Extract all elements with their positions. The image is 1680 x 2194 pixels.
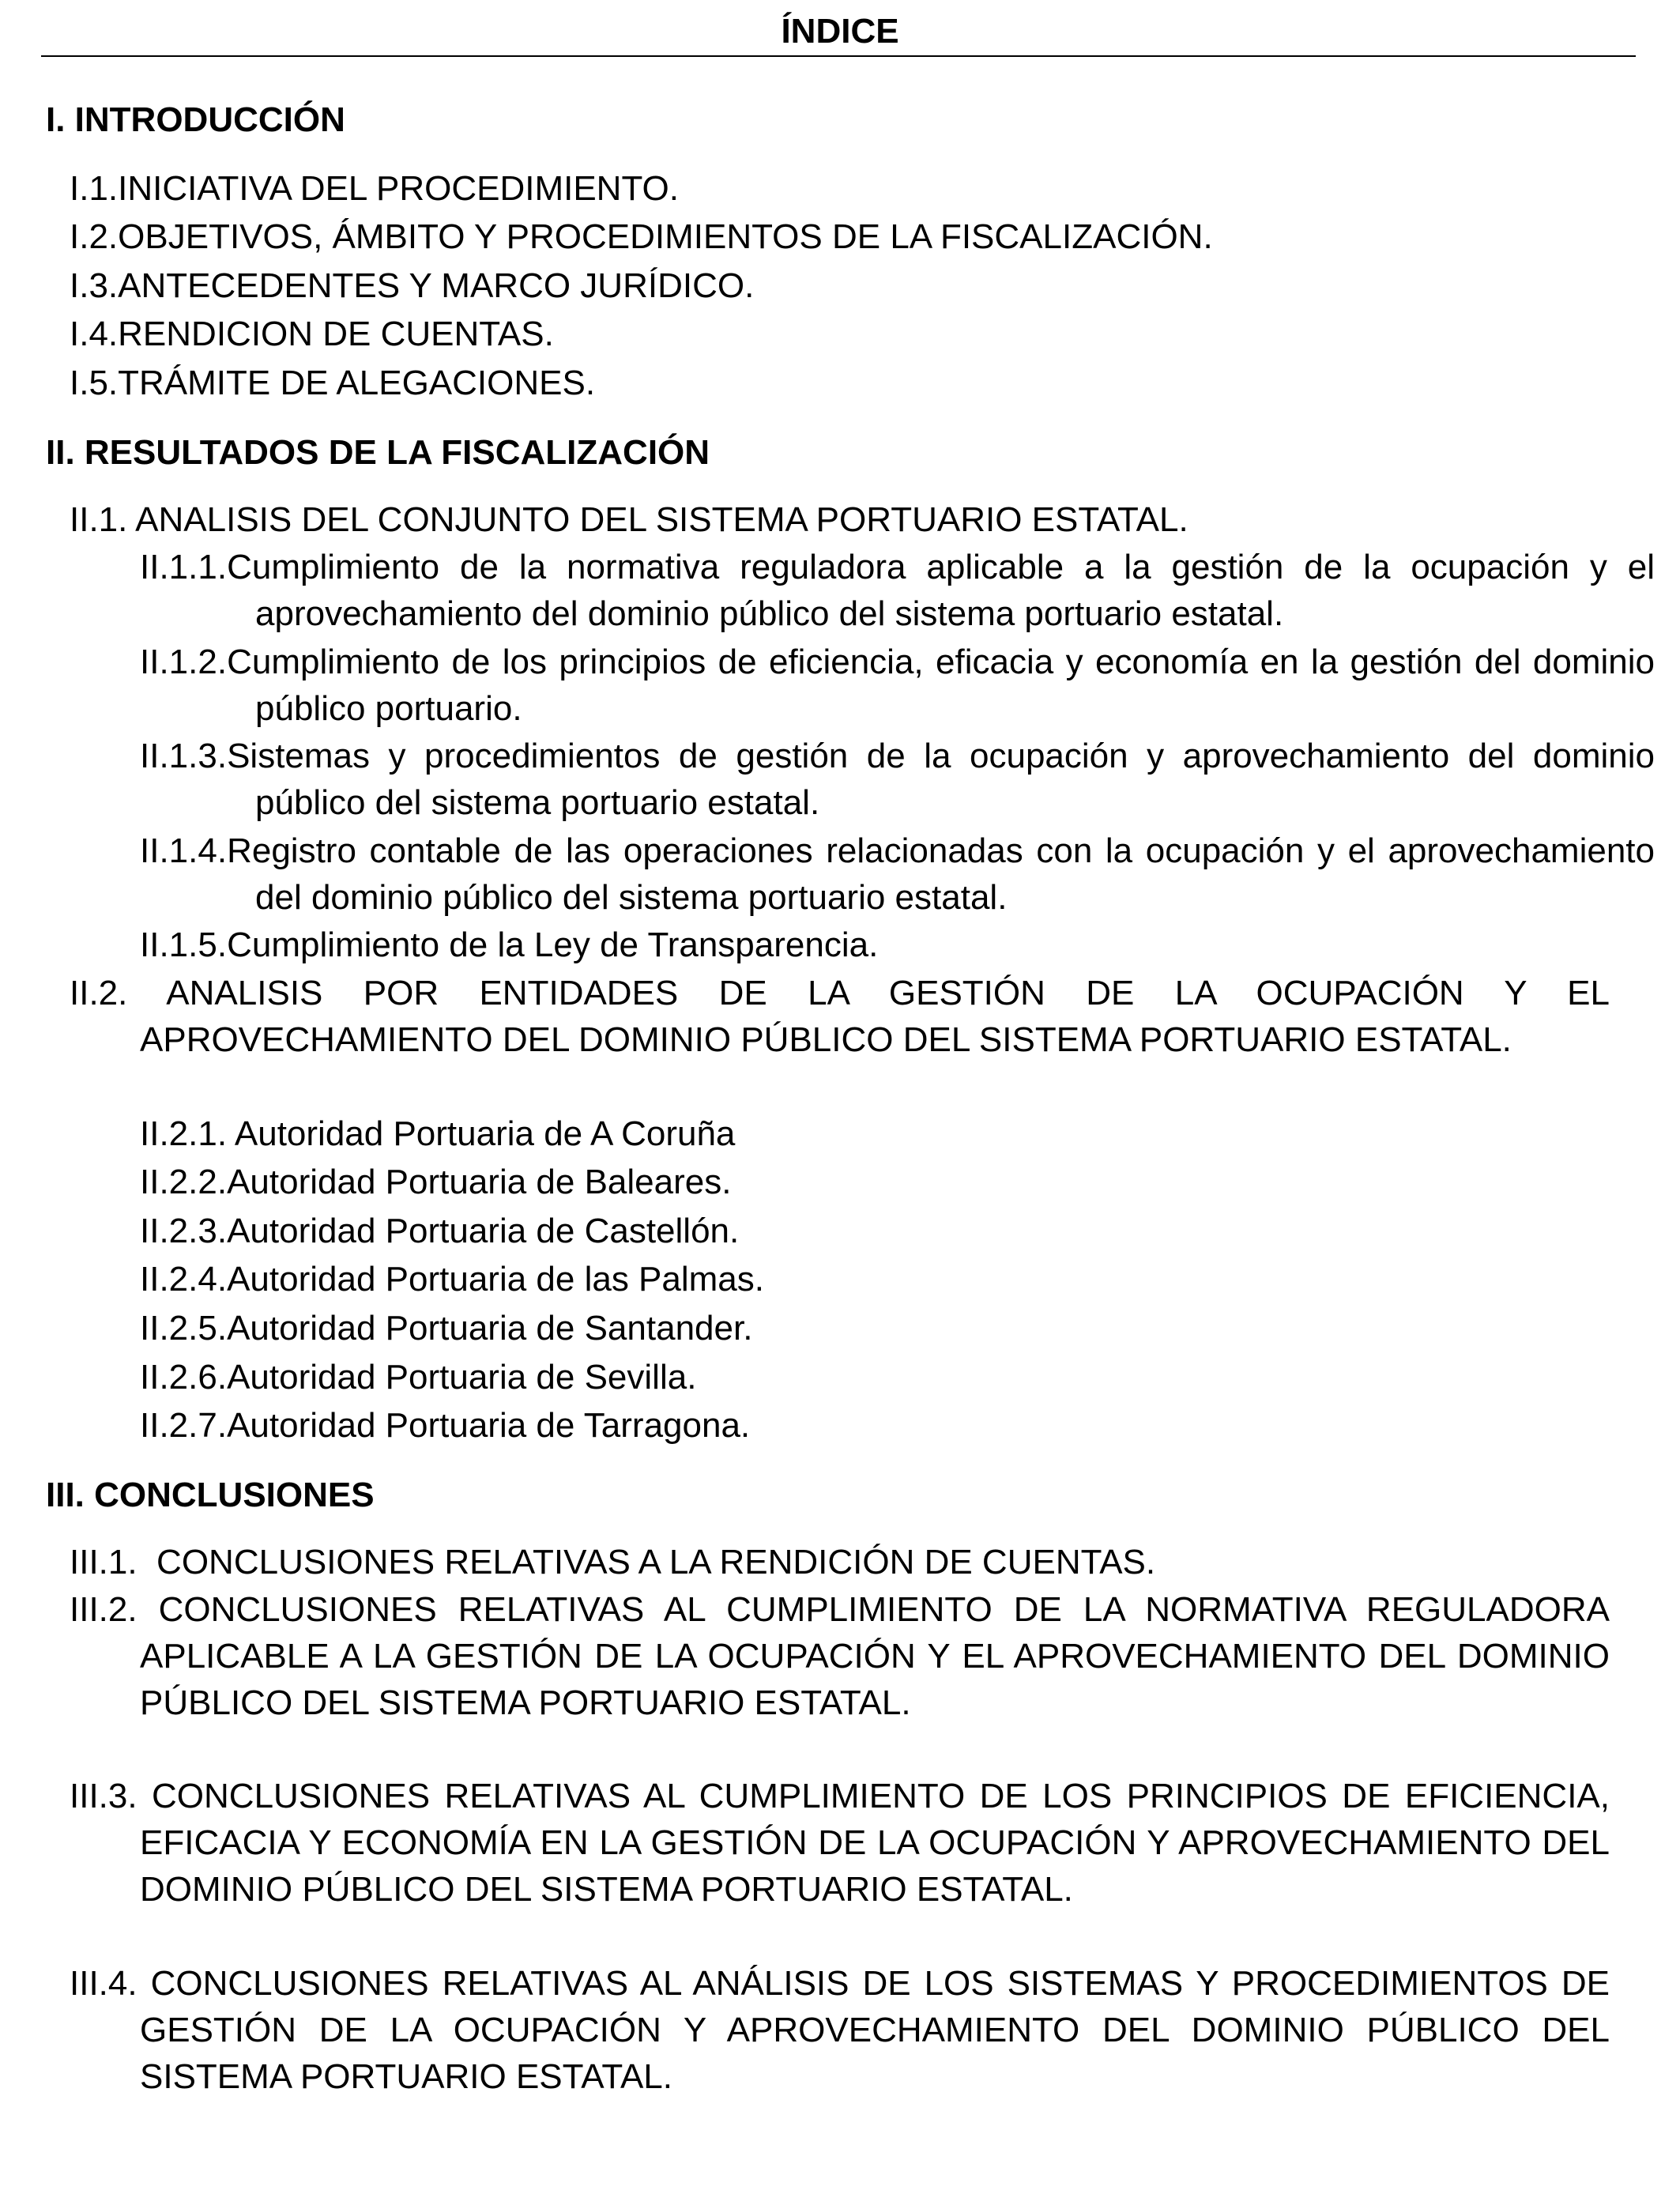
toc-entry-ii-2-5[interactable] (140, 1305, 1539, 1351)
toc-number: I.5. (70, 364, 119, 402)
toc-text: Cumplimiento de los principios de eficiencia, eficacia y economía en la gestión del dominio público portuario. (227, 643, 1655, 728)
toc-entry-ii-2-7[interactable] (140, 1402, 1539, 1449)
toc-number: I.4. (70, 315, 119, 353)
toc-number: II.2.6. (140, 1358, 228, 1397)
toc-entry-ii-1-5[interactable] (140, 922, 1539, 968)
section-heading-conclusiones: III. CONCLUSIONES (46, 1476, 375, 1514)
toc-text: Registro contable de las operaciones relacionadas con la ocupación y el aprovechamiento del dominio público del sistema portuario estatal. (227, 831, 1655, 917)
page-title: ÍNDICE (781, 12, 899, 51)
toc-text: ANTECEDENTES Y MARCO JURÍDICO. (118, 266, 755, 305)
toc-entry-ii-2-6[interactable] (140, 1354, 1539, 1400)
section-heading-resultados: II. RESULTADOS DE LA FISCALIZACIÓN (46, 433, 710, 472)
toc-entry-ii-1-4[interactable] (140, 827, 1655, 921)
title-divider (41, 55, 1636, 57)
toc-number: II.2.1. (140, 1114, 228, 1153)
toc-text: Cumplimiento de la normativa reguladora aplicable a la gestión de la ocupación y el aprovechamiento del dominio público del sistema portuario estatal. (227, 548, 1655, 633)
toc-entry-iii-3[interactable] (70, 1773, 1610, 1913)
toc-number: III.3. (70, 1777, 137, 1815)
toc-entry-i-3[interactable] (70, 262, 1539, 309)
toc-entry-iii-1[interactable] (70, 1539, 1539, 1585)
toc-text: ANALISIS DEL CONJUNTO DEL SISTEMA PORTUARIO ESTATAL. (127, 500, 1188, 539)
toc-text: Autoridad Portuaria de A Coruña (227, 1114, 736, 1153)
toc-entry-ii-2-3[interactable] (140, 1208, 1539, 1254)
toc-text: Autoridad Portuaria de Castellón. (227, 1212, 740, 1250)
toc-number: III.4. (70, 1964, 137, 2003)
toc-text: Autoridad Portuaria de Baleares. (227, 1163, 732, 1201)
toc-text: RENDICION DE CUENTAS. (118, 315, 554, 353)
toc-entry-ii-1[interactable] (70, 496, 1539, 543)
toc-number: I.1. (70, 169, 119, 208)
toc-entry-ii-1-1[interactable] (140, 544, 1655, 637)
toc-number: II.2.4. (140, 1260, 228, 1299)
toc-entry-i-1[interactable] (70, 165, 1539, 212)
toc-text: Autoridad Portuaria de Santander. (227, 1309, 753, 1348)
toc-entry-i-5[interactable] (70, 360, 1539, 406)
toc-number: I.3. (70, 266, 119, 305)
toc-number: II.2.7. (140, 1406, 228, 1445)
toc-number: II.1.3. (140, 737, 228, 775)
toc-number: II.2.3. (140, 1212, 228, 1250)
toc-entry-ii-2[interactable] (70, 970, 1610, 1063)
toc-number: II.1.5. (140, 925, 228, 964)
toc-number: II.1.4. (140, 831, 228, 870)
toc-entry-ii-2-2[interactable] (140, 1159, 1539, 1205)
toc-number: II.1.2. (140, 643, 228, 681)
toc-entry-iii-4[interactable] (70, 1960, 1610, 2100)
toc-text: ANALISIS POR ENTIDADES DE LA GESTIÓN DE LA OCUPACIÓN Y EL APROVECHAMIENTO DEL DOMINIO PÚBLICO DEL SISTEMA PORTUARIO ESTATAL. (127, 974, 1610, 1059)
toc-entry-i-2[interactable] (70, 213, 1539, 260)
toc-number: II.2. (70, 974, 128, 1012)
toc-entry-ii-2-4[interactable] (140, 1256, 1539, 1302)
toc-text: Sistemas y procedimientos de gestión de la ocupación y aprovechamiento del dominio público del sistema portuario estatal. (227, 737, 1655, 822)
toc-text: TRÁMITE DE ALEGACIONES. (118, 364, 596, 402)
toc-entry-iii-2[interactable] (70, 1586, 1610, 1726)
toc-text: CONCLUSIONES RELATIVAS A LA RENDICIÓN DE CUENTAS. (137, 1543, 1156, 1581)
toc-number: II.2.2. (140, 1163, 228, 1201)
toc-number: III.1. (70, 1543, 137, 1581)
toc-entry-ii-1-2[interactable] (140, 639, 1655, 732)
toc-text: CONCLUSIONES RELATIVAS AL ANÁLISIS DE LOS SISTEMAS Y PROCEDIMIENTOS DE GESTIÓN DE LA OCUPACIÓN Y APROVECHAMIENTO DEL DOMINIO PÚBLICO DEL SISTEMA PORTUARIO ESTATAL. (137, 1964, 1610, 2096)
toc-number: II.1. (70, 500, 128, 539)
toc-text: INICIATIVA DEL PROCEDIMIENTO. (118, 169, 679, 208)
toc-text: Autoridad Portuaria de Tarragona. (227, 1406, 751, 1445)
toc-number: I.2. (70, 217, 119, 256)
toc-text: CONCLUSIONES RELATIVAS AL CUMPLIMIENTO DE LOS PRINCIPIOS DE EFICIENCIA, EFICACIA Y ECONOMÍA EN LA GESTIÓN DE LA OCUPACIÓN Y APROVECHAMIENTO DEL DOMINIO PÚBLICO DEL SISTEMA PORTUARIO ESTATAL. (137, 1777, 1610, 1909)
toc-number: III.2. (70, 1590, 137, 1629)
toc-text: Autoridad Portuaria de las Palmas. (227, 1260, 764, 1299)
toc-text: Autoridad Portuaria de Sevilla. (227, 1358, 697, 1397)
toc-entry-ii-1-3[interactable] (140, 733, 1655, 826)
toc-text: OBJETIVOS, ÁMBITO Y PROCEDIMIENTOS DE LA FISCALIZACIÓN. (118, 217, 1213, 256)
toc-entry-ii-2-1[interactable] (140, 1110, 1539, 1157)
toc-entry-i-4[interactable] (70, 311, 1539, 357)
toc-number: II.1.1. (140, 548, 228, 586)
toc-text: Cumplimiento de la Ley de Transparencia. (227, 925, 879, 964)
toc-number: II.2.5. (140, 1309, 228, 1348)
section-heading-introduccion: I. INTRODUCCIÓN (46, 100, 345, 139)
toc-text: CONCLUSIONES RELATIVAS AL CUMPLIMIENTO DE LA NORMATIVA REGULADORA APLICABLE A LA GESTIÓN DE LA OCUPACIÓN Y EL APROVECHAMIENTO DEL DOMINIO PÚBLICO DEL SISTEMA PORTUARIO ESTATAL. (137, 1590, 1610, 1722)
